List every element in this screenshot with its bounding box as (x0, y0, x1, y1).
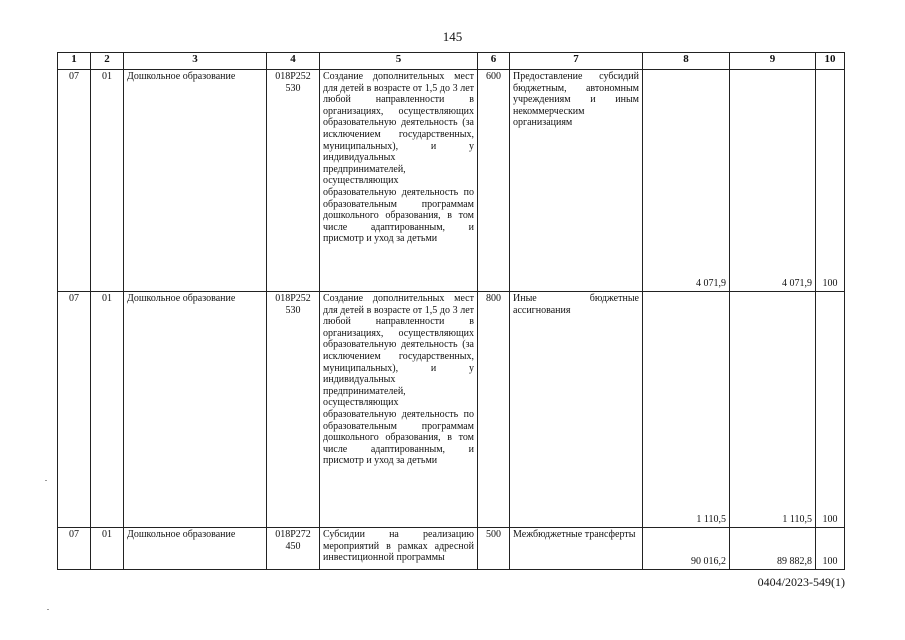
document-code: 0404/2023-549(1) (757, 575, 845, 589)
budget-table (57, 52, 845, 570)
header-row (58, 53, 845, 70)
cell-percent: 100 (816, 70, 845, 292)
cell-target-code: 018P252 530 (267, 70, 320, 292)
col-header-5: 5 (320, 53, 478, 70)
cell-section: 07 (58, 528, 91, 570)
cell-subsection: 01 (91, 292, 124, 528)
table-row (58, 70, 845, 292)
table-row (58, 292, 845, 528)
col-header-1: 1 (58, 53, 91, 70)
cell-expense-name: Межбюджетные трансферты (510, 528, 643, 570)
cell-section-name: Дошкольное образование (124, 70, 267, 292)
cell-target-name: Создание дополнительных мест для детей в возрасте от 1,5 до 3 лет любой направленности в организациях, осуществляющих образовательную деятельность (за исключением государственных, муниципальных), и у индивидуальных предпринимателей, осуществляющих образовательную деятельность по образовательным программам дошкольного образования, в том числе адаптированным, и присмотр и уход за детьми (320, 70, 478, 292)
cell-target-code: 018P272 450 (267, 528, 320, 570)
col-header-6: 6 (478, 53, 510, 70)
cell-target-name: Субсидии на реализацию мероприятий в рамках адресной инвестиционной программы (320, 528, 478, 570)
col-header-7: 7 (510, 53, 643, 70)
cell-section: 07 (58, 70, 91, 292)
scan-speck (45, 480, 47, 481)
cell-section-name: Дошкольное образование (124, 528, 267, 570)
cell-planned: 4 071,9 (643, 70, 730, 292)
cell-planned: 90 016,2 (643, 528, 730, 570)
page-number: 145 (442, 29, 463, 44)
table-row (58, 528, 845, 570)
cell-subsection: 01 (91, 70, 124, 292)
col-header-2: 2 (91, 53, 124, 70)
cell-executed: 89 882,8 (730, 528, 816, 570)
cell-target-name: Создание дополнительных мест для детей в возрасте от 1,5 до 3 лет любой направленности в организациях, осуществляющих образовательную деятельность (за исключением государственных, муниципальных), и у индивидуальных предпринимателей, осуществляющих образовательную деятельность по образовательным программам дошкольного образования, в том числе адаптированным, и присмотр и уход за детьми (320, 292, 478, 528)
cell-section-name: Дошкольное образование (124, 292, 267, 528)
col-header-9: 9 (730, 53, 816, 70)
col-header-3: 3 (124, 53, 267, 70)
col-header-8: 8 (643, 53, 730, 70)
cell-expense-name: Иные бюджетные ассигнования (510, 292, 643, 528)
cell-expense-type: 500 (478, 528, 510, 570)
cell-executed: 4 071,9 (730, 70, 816, 292)
cell-target-code: 018P252 530 (267, 292, 320, 528)
cell-executed: 1 110,5 (730, 292, 816, 528)
cell-percent: 100 (816, 292, 845, 528)
col-header-4: 4 (267, 53, 320, 70)
col-header-10: 10 (816, 53, 845, 70)
cell-expense-type: 800 (478, 292, 510, 528)
cell-subsection: 01 (91, 528, 124, 570)
cell-expense-type: 600 (478, 70, 510, 292)
cell-planned: 1 110,5 (643, 292, 730, 528)
cell-section: 07 (58, 292, 91, 528)
scan-speck (47, 609, 49, 610)
cell-expense-name: Предоставление субсидий бюджетным, автономным учреждениям и иным некоммерческим организациям (510, 70, 643, 292)
cell-percent: 100 (816, 528, 845, 570)
